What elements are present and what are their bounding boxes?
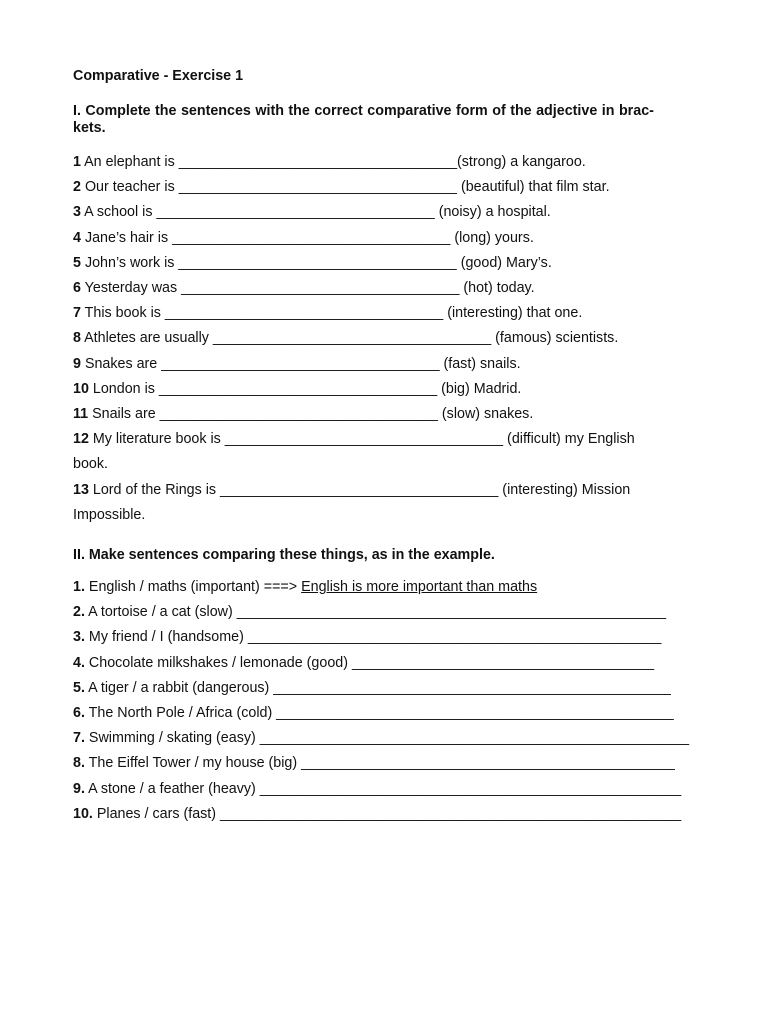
item-number: 9	[73, 355, 81, 372]
list-item	[73, 200, 703, 225]
item-text: My friend / I (handsome) ____________________________________________________	[88, 629, 662, 646]
item-text: A tortoise / a cat (slow) ______________________________________________________	[88, 604, 667, 621]
item-number: 5	[73, 254, 81, 271]
list-item	[73, 802, 703, 827]
item-text: An elephant is ___________________________________(strong) a kangaroo.	[84, 154, 586, 170]
list-item	[73, 301, 703, 326]
item-text: Snails are ___________________________________ (slow) snakes.	[92, 406, 534, 423]
item-text: John’s work is ___________________________________ (good) Mary’s.	[84, 254, 552, 271]
item-number: 6	[73, 280, 81, 297]
item-text: A school is ___________________________________ (noisy) a hospital.	[84, 204, 551, 221]
list-item	[73, 377, 703, 402]
item-text: Jane’s hair is ___________________________________ (long) yours.	[84, 229, 534, 246]
list-item	[73, 402, 703, 427]
item-text: Swimming / skating (easy) ______________________________________________________	[88, 730, 690, 747]
item-text: Snakes are ___________________________________ (fast) snails.	[84, 355, 521, 372]
list-item	[73, 600, 703, 625]
item-text: A stone / a feather (heavy) _____________________________________________________	[88, 780, 682, 797]
item-number: 12	[73, 431, 89, 448]
list-item-continuation	[73, 452, 703, 477]
item-number: 3.	[73, 629, 85, 646]
part1-list	[73, 150, 703, 528]
list-item	[73, 676, 703, 701]
list-item	[73, 751, 703, 776]
item-text: My literature book is ___________________________________ (difficult) my English	[92, 431, 635, 448]
item-number: 4.	[73, 654, 85, 671]
item-text: Athletes are usually ___________________________________ (famous) scientists.	[84, 330, 619, 347]
worksheet-title: Comparative - Exercise 1	[73, 68, 244, 84]
item-number: 6.	[73, 705, 85, 722]
item-number: 11	[73, 406, 89, 423]
item-number: 8.	[73, 755, 85, 772]
item-number: 7	[73, 305, 81, 322]
worksheet-page	[73, 66, 703, 827]
item-number: 5.	[73, 679, 85, 696]
item-text: Lord of the Rings is ___________________________________ (interesting) Mission	[92, 481, 631, 498]
part1-heading-line1: I. Complete the sentences with the correct comparative form of the adjective in brac-	[73, 103, 654, 119]
list-item	[73, 276, 703, 301]
list-item	[73, 701, 703, 726]
item-number: 2.	[73, 604, 85, 621]
item-number: 4	[73, 229, 81, 246]
item-number: 3	[73, 204, 81, 221]
item-number: 8	[73, 330, 81, 347]
list-item	[73, 226, 703, 251]
part1-heading-line2: kets.	[73, 120, 106, 136]
item-text: This book is ___________________________________ (interesting) that one.	[84, 305, 583, 322]
item-text: London is ___________________________________ (big) Madrid.	[92, 380, 522, 397]
item-text: Yesterday was ___________________________________ (hot) today.	[84, 280, 535, 297]
example-item	[73, 575, 703, 600]
list-item	[73, 651, 703, 676]
list-item	[73, 427, 703, 452]
item-text: Impossible.	[73, 506, 146, 523]
item-text: A tiger / a rabbit (dangerous) __________________________________________________	[88, 679, 671, 696]
part2-heading: II. Make sentences comparing these things, as in the example.	[73, 547, 495, 564]
item-text: The Eiffel Tower / my house (big) _______________________________________________	[88, 755, 675, 772]
item-text: Planes / cars (fast) __________________________________________________________	[96, 805, 682, 822]
item-text: Our teacher is ___________________________________ (beautiful) that film star.	[84, 179, 610, 196]
item-number: 9.	[73, 780, 85, 797]
item-number: 10.	[73, 805, 93, 822]
example-prompt: English / maths (important) ===>	[88, 579, 298, 596]
item-text: book.	[73, 456, 108, 473]
item-number: 2	[73, 179, 81, 196]
list-item	[73, 251, 703, 276]
list-item	[73, 777, 703, 802]
list-item	[73, 326, 703, 351]
part1-heading	[73, 103, 703, 137]
item-number: 10	[73, 380, 89, 397]
example-answer: English is more important than maths	[301, 579, 538, 596]
list-item	[73, 150, 703, 175]
item-number: 7.	[73, 730, 85, 747]
list-item	[73, 726, 703, 751]
list-item	[73, 352, 703, 377]
item-text: Chocolate milkshakes / lemonade (good) ______________________________________	[88, 654, 655, 671]
item-text: The North Pole / Africa (cold) __________________________________________________	[88, 705, 674, 722]
item-number: 13	[73, 481, 89, 498]
item-number: 1.	[73, 579, 85, 596]
item-number: 1	[73, 154, 81, 170]
list-item	[73, 175, 703, 200]
list-item	[73, 625, 703, 650]
list-item-continuation	[73, 503, 703, 528]
part2-list	[73, 575, 703, 827]
list-item	[73, 478, 703, 503]
